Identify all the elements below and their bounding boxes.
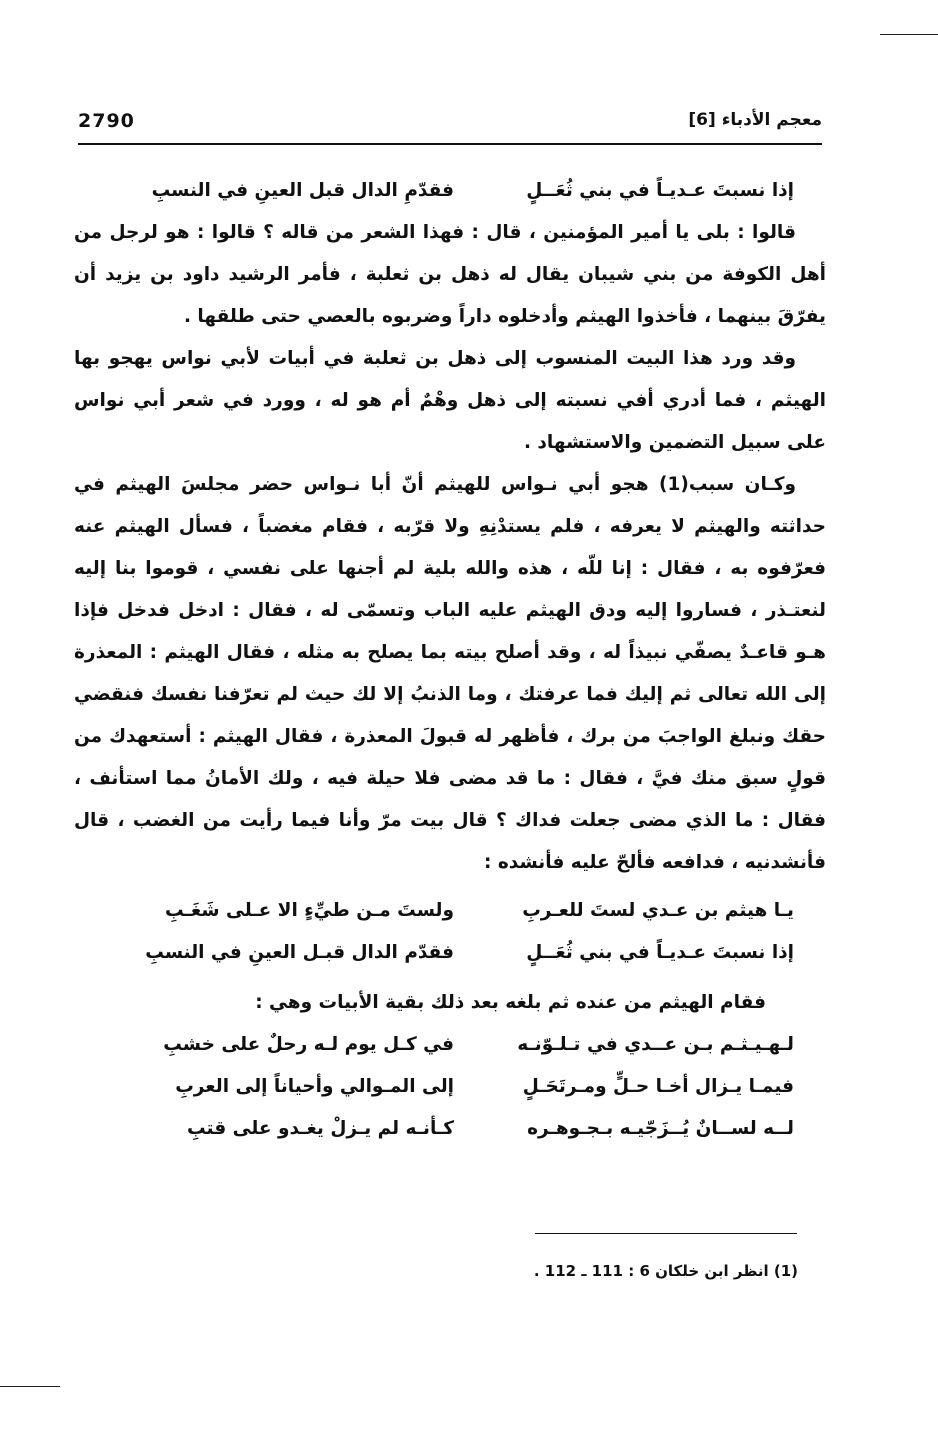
page-number: 2790: [78, 110, 135, 132]
verse-line: [74, 1066, 794, 1108]
verse-hemistich-left: إلى المـوالي وأحياناً إلى العربِ: [175, 1076, 454, 1097]
verse-hemistich-left: كـأنـه لم يـزلْ يغـدو على قتبِ: [186, 1118, 454, 1139]
verse-hemistich-right: إذا نسبتَ عـديـاً في بني ثُعَــلٍ: [526, 942, 794, 963]
verse-line: [74, 890, 794, 932]
page-header: [78, 108, 822, 138]
page-edge-line: [0, 1386, 60, 1387]
verse-group: [74, 890, 826, 974]
verse-hemistich-right: لــه لســانٌ يُــزَجّيـه بـجـوهـره: [527, 1118, 794, 1139]
verse-hemistich-right: إذا نسبتَ عـديـاً في بني ثُعَــلٍ: [526, 180, 794, 201]
footnote-rule: [535, 1233, 797, 1234]
transition-line: فقام الهيثم من عنده ثم بلغه بعد ذلك بقية الأبيات وهي :: [255, 992, 766, 1013]
verse-hemistich-right: يـا هيثم بن عـدي لستَ للعـربِ: [522, 900, 794, 921]
page-body: [74, 170, 826, 1150]
verse-hemistich-right: فيمـا يـزال أخـا حـلٍّ ومـرتَحَـلٍ: [522, 1076, 794, 1097]
paragraph: وقد ورد هذا البيت المنسوب إلى ذهل بن ثعلبة في أبيات لأبي نواس يهجو بها الهيثم ، فما أدري أفي نسبته إلى ذهل وهْمٌ أم هو له ، وورد في شعر أبي نواس على سبيل التضمين والاستشهاد .: [74, 348, 826, 453]
verse-hemistich-right: لـهـيـثـم بـن عــدي في تـلـوّنـه: [517, 1034, 794, 1055]
paragraph: قالوا : بلى يا أمير المؤمنين ، قال : فهذا الشعر من قاله ؟ قالوا : هو لرجل من أهل الكوفة من بني شيبان يقال له ذهل بن ثعلبة ، فأمر الرشيد داود بن يزيد أن يفرّقَ بينهما ، فأخذوا الهيثم وأدخلوه داراً وضربوه بالعصي حتى طلقها .: [74, 222, 826, 327]
verse-hemistich-left: فقدّم الدال قبـل العينِ في النسبِ: [145, 942, 454, 963]
verse-line: [74, 170, 826, 212]
verse-hemistich-left: ولستَ مـن طيِّءٍ الا عـلى شَغَـبِ: [165, 900, 454, 921]
verse-line: [74, 1024, 794, 1066]
verse-hemistich-left: في كـل يوم لـه رحلٌ على خشبِ: [163, 1034, 454, 1055]
page-edge-line: [880, 34, 938, 35]
paragraph: وكـان سبب(1) هجو أبي نـواس للهيثم أنّ أبا نـواس حضر مجلسَ الهيثم في حداثته والهيثم لا يعرفه ، فلم يستدْنِهِ ولا قرّبه ، فقام مغضباً ، فسأل الهيثم عنه فعرّفوه به ، فقال : إنا للّه ، هذه والله بلية لم أجنها على نفسي ، قوموا بنا إليه لنعتـذر ، فساروا إليه ودق الهيثم عليه الباب وتسمّى له ، فقال : ادخل فدخل فإذا هـو قاعـدٌ يصفّي نبيذاً له ، وقد أصلح بيته بما يصلح به مثله ، فقال الهيثم : المعذرة إلى الله تعالى ثم إليك فما عرفتك ، وما الذنبُ إلا لك حيث لم تعرّفنا نفسك فنقضي حقك ونبلغ الواجبَ من برك ، فأظهر له قبولَ المعذرة ، فقال الهيثم : أستعهدك من قولٍ سبق منك فيَّ ، فقال : ما قد مضى فلا حيلة فيه ، ولك الأمانُ مما استأنف ، فقال : ما الذي مضى جعلت فداك ؟ قال بيت مرّ وأنا فيما رأيت من الغضب ، قال فأنشدنيه ، فدافعه فألحّ عليه فأنشده :: [74, 474, 826, 873]
running-title: معجم الأدباء [6]: [688, 110, 822, 130]
verse-hemistich-left: فقدّمِ الدال قبل العينِ في النسبِ: [151, 180, 454, 201]
header-rule: [78, 143, 822, 145]
verse-line: [74, 932, 794, 974]
verse-line: [74, 1108, 794, 1150]
verse-group: [74, 1024, 826, 1150]
footnote: (1) انظر ابن خلكان 6 : 111 ـ 112 .: [533, 1262, 798, 1280]
